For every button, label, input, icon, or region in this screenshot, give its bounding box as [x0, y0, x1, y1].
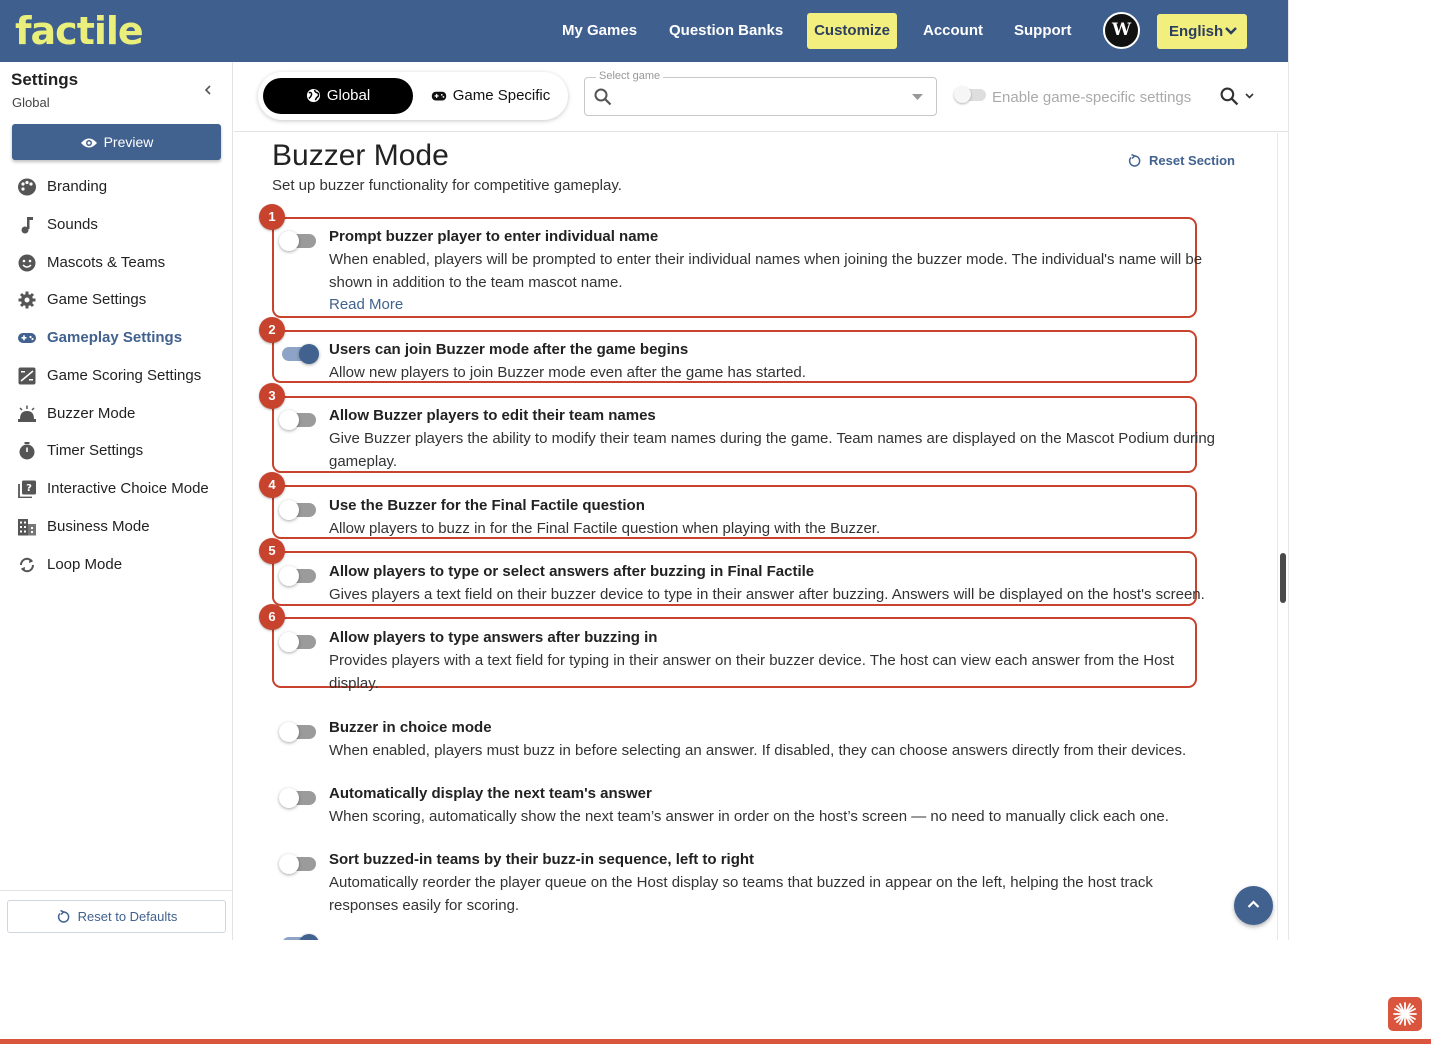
- right-gutter: [1288, 0, 1431, 940]
- step-badge: 2: [259, 317, 285, 343]
- sidebar-item-timer-settings[interactable]: [17, 440, 227, 462]
- setting-sort-buzzed-teams: [280, 849, 1240, 915]
- sidebar-item-label: Game Settings: [47, 291, 147, 308]
- chevron-up-icon: [1247, 900, 1260, 909]
- sidebar-item-label: Loop Mode: [47, 556, 123, 573]
- sidebar-item-label: Gameplay Settings: [47, 329, 183, 346]
- sidebar-item-label: Game Scoring Settings: [47, 367, 202, 384]
- enable-game-specific-label: Enable game-specific settings: [992, 89, 1192, 106]
- sidebar-item-sounds[interactable]: [17, 214, 227, 236]
- sidebar-item-label: Buzzer Mode: [47, 405, 136, 422]
- sidebar-title: Settings: [11, 70, 79, 89]
- setting-title: Allow Buzzer players to edit their team names: [329, 407, 656, 424]
- sidebar-item-gameplay-settings[interactable]: [17, 327, 227, 349]
- setting-toggle[interactable]: [282, 347, 316, 361]
- setting-toggle[interactable]: [282, 413, 316, 427]
- loop-icon: [17, 556, 37, 574]
- setting-auto-display-next-answer: [280, 783, 1240, 827]
- setting-buzzer-choice-mode: [280, 717, 1240, 761]
- setting-description: When scoring, automatically show the next team’s answer in order on the host’s screen — no need to manually click each one.: [329, 808, 1169, 825]
- setting-title: Users can join Buzzer mode after the game begins: [329, 341, 689, 358]
- scrollbar-thumb[interactable]: [1280, 553, 1286, 603]
- setting-title: Automatically display the next team's answer: [329, 785, 652, 802]
- tab-game-specific[interactable]: [418, 78, 563, 114]
- reset-section-label: Reset Section: [1149, 153, 1235, 168]
- settings-toolbar: [234, 62, 1288, 132]
- top-nav-bar: [0, 0, 1288, 62]
- preview-button[interactable]: [12, 124, 221, 160]
- sidebar-item-label: Timer Settings: [47, 442, 144, 459]
- setting-type-answers-after-buzzing: [280, 627, 1240, 693]
- setting-buzzer-final-factile: [280, 495, 1240, 539]
- setting-title: Prompt buzzer player to enter individual name: [329, 228, 659, 245]
- setting-toggle[interactable]: [282, 635, 316, 649]
- chat-widget-icon[interactable]: [1388, 997, 1422, 1031]
- setting-title: Buzzer in choice mode: [329, 719, 492, 736]
- sidebar-divider: [0, 890, 233, 891]
- gamepad-icon: [17, 329, 37, 347]
- setting-title: Allow players to type answers after buzzing in: [329, 629, 658, 646]
- setting-title: Use the Buzzer for the Final Factile question: [329, 497, 645, 514]
- setting-edit-team-names: [280, 405, 1240, 471]
- factile-logo[interactable]: factile: [15, 9, 143, 53]
- sidebar-item-business-mode[interactable]: [17, 516, 227, 538]
- setting-description: Allow new players to join Buzzer mode even after the game has started.: [329, 364, 806, 381]
- sidebar-item-buzzer-mode[interactable]: [17, 403, 227, 425]
- step-badge: 5: [259, 538, 285, 564]
- chevron-down-icon[interactable]: [1245, 93, 1254, 99]
- tab-global[interactable]: [263, 78, 413, 114]
- setting-toggle[interactable]: [282, 725, 316, 739]
- search-icon: [594, 88, 612, 106]
- section-title: Buzzer Mode: [272, 139, 449, 172]
- scope-segmented-control: [258, 72, 568, 120]
- building-icon: [17, 518, 37, 536]
- read-more-link[interactable]: Read More: [329, 296, 404, 313]
- setting-description: Allow players to buzz in for the Final Factile question when playing with the Buzzer.: [329, 520, 881, 537]
- setting-prompt-individual-name: [280, 226, 1240, 316]
- setting-title: Sort buzzed-in teams by their buzz-in sequence, left to right: [329, 851, 755, 868]
- svg-text:?: ?: [26, 483, 32, 494]
- sidebar-item-label: Sounds: [47, 216, 98, 233]
- sidebar-item-loop-mode[interactable]: [17, 554, 227, 576]
- step-badge: 3: [259, 383, 285, 409]
- bottom-accent-line: [0, 1039, 1431, 1044]
- content-scrollbar[interactable]: [1277, 133, 1288, 940]
- scoring-icon: [17, 367, 37, 385]
- setting-toggle[interactable]: [282, 791, 316, 805]
- collapse-sidebar-icon[interactable]: [202, 84, 214, 96]
- buzzer-icon: [17, 405, 37, 423]
- nav-support[interactable]: Support: [1014, 22, 1072, 39]
- gamepad-icon: [431, 90, 447, 103]
- language-selector[interactable]: [1157, 14, 1247, 49]
- setting-toggle[interactable]: [282, 234, 316, 248]
- setting-join-after-game-begins: [280, 339, 1240, 383]
- preview-label: Preview: [103, 134, 154, 150]
- select-game-label: Select game: [596, 70, 663, 82]
- music-note-icon: [17, 216, 37, 234]
- section-description: Set up buzzer functionality for competitive gameplay.: [272, 177, 622, 194]
- starburst-icon: [1392, 1001, 1418, 1027]
- reset-icon: [56, 910, 70, 924]
- nav-question-banks[interactable]: Question Banks: [669, 22, 784, 39]
- sidebar-item-mascots-teams[interactable]: [17, 252, 227, 274]
- setting-description: When enabled, players must buzz in before selecting an answer. If disabled, they can choose answers directly from their devices.: [329, 742, 1187, 759]
- setting-description: Automatically reorder the player queue on the Host display so teams that buzzed in appear on the left, helping the host track responses easily for scoring.: [329, 874, 1153, 914]
- search-icon[interactable]: [1220, 87, 1239, 106]
- sidebar-item-label: Business Mode: [47, 518, 150, 535]
- sidebar-item-label: Mascots & Teams: [47, 254, 166, 271]
- reset-icon: [1127, 154, 1141, 168]
- step-badge: 6: [259, 604, 285, 630]
- sidebar-item-label: Interactive Choice Mode: [47, 480, 209, 497]
- scroll-to-top-button[interactable]: [1234, 886, 1273, 925]
- tab-global-label: Global: [326, 87, 371, 104]
- dropdown-arrow-icon: [912, 94, 923, 100]
- gear-icon: [17, 291, 37, 309]
- sidebar-subtitle: Global: [12, 95, 50, 110]
- setting-description: Gives players a text field on their buzzer device to type in their answer after buzzing. Answers will be displayed on the host's screen.: [329, 586, 1205, 603]
- enable-game-specific-toggle[interactable]: [956, 89, 986, 101]
- setting-description: Provides players with a text field for typing in their answer on their buzzer device. The host can view each answer from the Host display.: [329, 652, 1175, 692]
- eye-icon: [80, 136, 98, 150]
- palette-icon: [17, 178, 37, 196]
- nav-my-games[interactable]: My Games: [562, 22, 638, 39]
- step-badge: 4: [259, 472, 285, 498]
- setting-type-select-final-factile: [280, 561, 1240, 605]
- quiz-icon: [17, 480, 37, 498]
- setting-toggle[interactable]: [282, 569, 316, 583]
- reset-to-defaults-label: Reset to Defaults: [77, 909, 178, 924]
- language-label: English: [1169, 23, 1224, 40]
- smiley-face-icon: [17, 254, 37, 272]
- sidebar-item-interactive-choice-mode[interactable]: [17, 478, 227, 500]
- setting-description: When enabled, players will be prompted to enter their individual names when joining the buzzer mode. The individual's name will be shown in addition to the team mascot name.: [329, 251, 1203, 291]
- globe-icon: [306, 88, 321, 103]
- user-avatar[interactable]: W: [1103, 12, 1140, 49]
- tab-game-specific-label: Game Specific: [452, 87, 551, 104]
- nav-account[interactable]: Account: [923, 22, 983, 39]
- step-badge: 1: [259, 204, 285, 230]
- chevron-down-icon: [1225, 26, 1237, 36]
- setting-next-partial: [280, 929, 1240, 940]
- buzzer-mode-section: [234, 133, 1288, 940]
- settings-sidebar: [0, 62, 233, 940]
- setting-toggle[interactable]: [282, 937, 316, 940]
- select-game-dropdown[interactable]: [584, 70, 937, 116]
- reset-section-button[interactable]: [1127, 153, 1235, 168]
- setting-description: Give Buzzer players the ability to modify their team names during the game. Team names are displayed on the Mascot Podium during gameplay.: [329, 430, 1216, 470]
- reset-to-defaults-button[interactable]: [7, 900, 226, 933]
- sidebar-item-game-settings[interactable]: [17, 289, 227, 311]
- sidebar-item-branding[interactable]: [17, 176, 227, 198]
- sidebar-item-game-scoring-settings[interactable]: [17, 365, 227, 387]
- sidebar-item-label: Branding: [47, 178, 108, 195]
- timer-icon: [17, 442, 37, 460]
- setting-toggle[interactable]: [282, 857, 316, 871]
- setting-toggle[interactable]: [282, 503, 316, 517]
- setting-title: Allow players to type or select answers after buzzing in Final Factile: [329, 563, 815, 580]
- nav-customize[interactable]: Customize: [807, 13, 897, 49]
